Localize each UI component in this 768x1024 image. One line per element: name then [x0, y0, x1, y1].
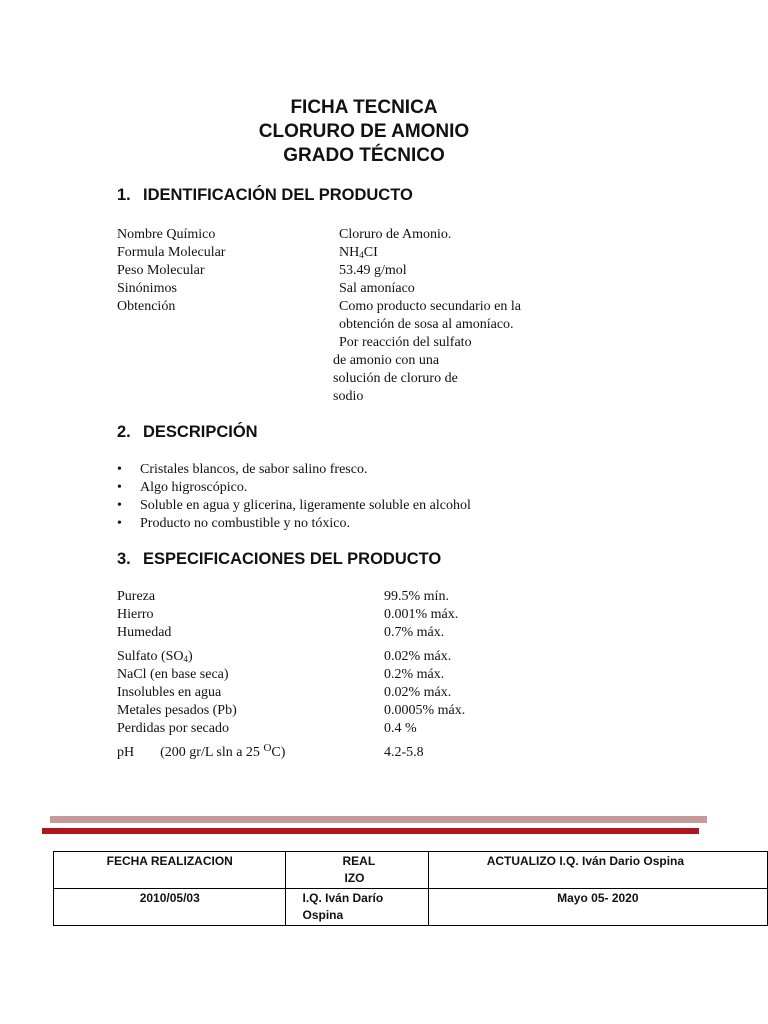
- spec-value: 0.02% máx.: [384, 685, 452, 700]
- formula-main: NH: [339, 245, 360, 260]
- spec-label: Pureza: [117, 589, 156, 604]
- obtencion-continuation: de amonio con una: [333, 353, 440, 368]
- spec-label: Sinónimos: [117, 281, 177, 296]
- obtencion-continuation: obtención de sosa al amoníaco.: [339, 317, 514, 332]
- section-3-heading: [117, 550, 441, 569]
- spec-label: [117, 744, 285, 762]
- spec-value: 53.49 g/mol: [339, 263, 407, 278]
- spec-value: 0.7% máx.: [384, 625, 445, 640]
- spec-label: Nombre Químico: [117, 227, 216, 242]
- header-realizo: [286, 852, 428, 889]
- spec-value: 0.001% máx.: [384, 607, 459, 622]
- bullet-icon: •: [117, 462, 122, 477]
- spec-label: Perdidas por secado: [117, 721, 229, 736]
- value-realizo-line-1: I.Q. Iván Darío: [302, 891, 384, 905]
- title-line-3: GRADO TÉCNICO: [283, 145, 445, 166]
- document-title: [0, 96, 728, 168]
- spec-value: 0.0005% máx.: [384, 703, 466, 718]
- spec-label: Humedad: [117, 625, 172, 640]
- section-title: ESPECIFICACIONES DEL PRODUCTO: [143, 550, 442, 568]
- title-line-2: CLORURO DE AMONIO: [258, 121, 470, 142]
- table-row: [54, 889, 768, 926]
- label-main: Sulfato (SO: [117, 649, 184, 664]
- spec-label: NaCl (en base seca): [117, 667, 229, 682]
- spec-value: 0.2% máx.: [384, 667, 445, 682]
- label-subscript: 4: [183, 654, 188, 664]
- header-realizo-line-1: REAL: [342, 854, 376, 868]
- spec-value: Como producto secundario en la: [339, 299, 521, 314]
- value-fecha: 2010/05/03: [54, 889, 286, 926]
- formula-tail: CI: [363, 245, 378, 260]
- spec-value: 0.02% máx.: [384, 649, 452, 664]
- label-tail: C): [271, 745, 286, 760]
- obtencion-continuation: Por reacción del sulfato: [339, 335, 472, 350]
- header-actualizo: ACTUALIZO I.Q. Iván Dario Ospina: [428, 852, 767, 889]
- list-item-text: Algo higroscópico.: [140, 480, 248, 495]
- spec-label: Hierro: [117, 607, 154, 622]
- pink-divider: [50, 816, 707, 823]
- list-item-text: Producto no combustible y no tóxico.: [140, 516, 350, 531]
- spec-label: Insolubles en agua: [117, 685, 222, 700]
- footer-table: [53, 851, 768, 926]
- spec-value: Cloruro de Amonio.: [339, 227, 452, 242]
- bullet-icon: •: [117, 516, 122, 531]
- list-item-text: Cristales blancos, de sabor salino fresco.: [140, 462, 368, 477]
- red-divider: [42, 828, 699, 834]
- section-2-heading: [117, 423, 258, 442]
- spec-value: [339, 244, 378, 262]
- label-condition: (200 gr/L sln a 25: [160, 745, 264, 760]
- degree-superscript: O: [263, 742, 272, 754]
- spec-label: Formula Molecular: [117, 245, 226, 260]
- section-number: 3.: [117, 550, 131, 568]
- spec-label: [117, 648, 193, 666]
- header-fecha: FECHA REALIZACION: [54, 852, 286, 889]
- bullet-icon: •: [117, 480, 122, 495]
- table-row: [54, 852, 768, 889]
- title-line-1: FICHA TECNICA: [290, 97, 438, 118]
- spec-label: Metales pesados (Pb): [117, 703, 237, 718]
- spec-value: 99.5% mín.: [384, 589, 449, 604]
- spec-label: Peso Molecular: [117, 263, 205, 278]
- label-tail: ): [188, 649, 193, 664]
- label-main: pH: [117, 745, 135, 760]
- value-realizo: [286, 889, 428, 926]
- spec-value: 4.2-5.8: [384, 745, 424, 760]
- obtencion-continuation: sodio: [333, 389, 364, 404]
- value-actualizo: Mayo 05- 2020: [428, 889, 767, 926]
- header-realizo-line-2: IZO: [344, 871, 365, 885]
- value-realizo-line-2: Ospina: [302, 908, 344, 922]
- obtencion-continuation: solución de cloruro de: [333, 371, 458, 386]
- spec-value: Sal amoníaco: [339, 281, 415, 296]
- section-1-heading: [117, 186, 413, 205]
- spec-label: Obtención: [117, 299, 176, 314]
- section-title: IDENTIFICACIÓN DEL PRODUCTO: [143, 186, 413, 204]
- spec-value: 0.4 %: [384, 721, 417, 736]
- section-number: 1.: [117, 186, 131, 204]
- section-title: DESCRIPCIÓN: [143, 423, 258, 441]
- bullet-icon: •: [117, 498, 122, 513]
- section-number: 2.: [117, 423, 131, 441]
- list-item-text: Soluble en agua y glicerina, ligeramente soluble en alcohol: [140, 498, 471, 513]
- formula-subscript: 4: [359, 250, 364, 260]
